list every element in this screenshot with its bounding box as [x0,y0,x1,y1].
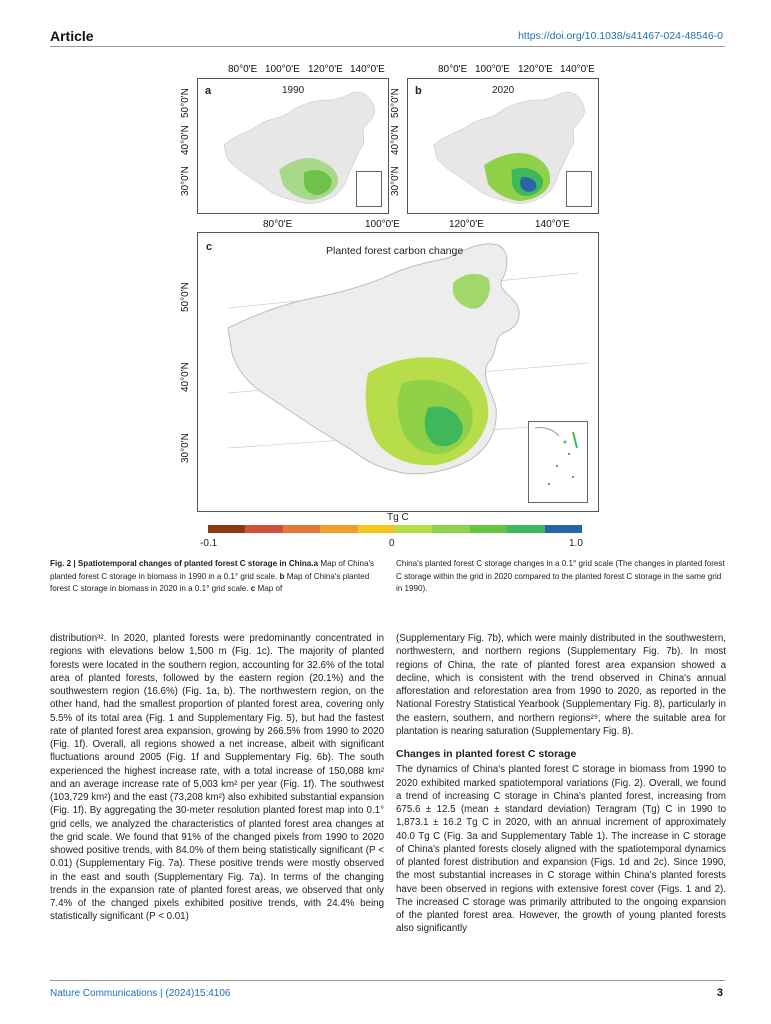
caption-lead: Fig. 2 | Spatiotemporal changes of planted forest C storage in China. [50,559,314,568]
panel-b-top-tick-80: 80°0'E [438,64,468,75]
colorbar-mid-label: 0 [389,538,395,549]
panel-b-map [407,78,599,214]
footer-journal[interactable]: Nature Communications | (2024)15:4106 [50,988,231,999]
caption-c-text: Map of [255,584,283,593]
panel-b-left-tick-40: 40°0'N [390,125,401,155]
panel-a-top-tick-140: 140°0'E [350,64,385,75]
panel-b-left-tick-30: 30°0'N [390,166,401,196]
panel-a-inset [356,171,382,207]
colorbar-segment-5 [395,525,432,533]
panel-c-top-tick-100: 100°0'E [365,219,400,230]
panel-c-left-tick-30: 30°0'N [180,433,191,463]
panel-a-letter: a [205,85,212,97]
panel-a-left-tick-40: 40°0'N [180,125,191,155]
panel-c-title: Planted forest carbon change [326,245,464,257]
colorbar-min-label: -0.1 [200,538,218,549]
section-heading: Changes in planted forest C storage [396,748,577,760]
panel-b-top-tick-140: 140°0'E [560,64,595,75]
panel-c-left-tick-40: 40°0'N [180,362,191,392]
colorbar-unit-label: Tg C [387,512,409,523]
doi-link[interactable]: https://doi.org/10.1038/s41467-024-48546-0 [518,30,723,42]
panel-c-top-tick-80: 80°0'E [263,219,293,230]
panel-a-map [197,78,389,214]
panel-c-letter: c [206,241,213,253]
colorbar-segment-8 [507,525,544,533]
panel-a-year: 1990 [282,85,305,96]
caption-a-letter: a [313,559,319,568]
panel-c-top-tick-120: 120°0'E [449,219,484,230]
colorbar-segment-7 [470,525,507,533]
figure-caption-right: China's planted forest C storage changes in a 0.1° grid scale (The changes in planted forest C storage within the grid in 2020 compared to the planted forest C storage in the same grid in 1990). [396,559,725,593]
colorbar-max-label: 1.0 [569,538,583,549]
header-rule [50,46,725,47]
panel-b-inset [566,171,592,207]
body-right-paragraph-1: (Supplementary Fig. 7b), which were mainly distributed in the southwestern, northwestern, and northern regions (Supplementary Fig. 7b). In most regions of China, the rate of planted forest area expansion showed a decline, which is consistent with the trend observed in China's annual afforestation and reforestation area from 1990 to 2020, as reported in the National Forestry Statistical Yearbook (Supplementary Fig. 8), particularly in the eastern, southern, and northern regions²⁹, where the suitable area for plantation is nearing saturation (Supplementary Fig. 8). [396,633,726,737]
figure-caption-left [50,558,385,596]
panel-a-top-tick-100: 100°0'E [265,64,300,75]
footer-rule [50,980,725,981]
panel-c-map [197,232,599,512]
colorbar-segment-3 [320,525,357,533]
body-left-column [50,632,384,924]
panel-b-left-tick-50: 50°0'N [390,88,401,118]
body-left-paragraph: distribution³². In 2020, planted forests were predominantly concentrated in regions with elevations below 1,500 m (Fig. 1c). The majority of planted forests were located in the southern region, accounting for 32.6% of the total area of planted forests, followed by the eastern region (20.1%) and the southwestern region (16.6%) (Fig. 1a, b). The northwestern region, on the other hand, had the smallest proportion of planted forest area, covering only 5.5% of its total area (Fig. 1 and Supplementary Fig. 5), but had the fastest rate of planted forest area expansion, growing by 266.5% from 1990 to 2020 (Fig. 1f). Overall, all regions showed a net increase, albeit with significant fluctuations around 2005 (Fig. 1f and Supplementary Fig. 6b). The south experienced the highest increase rate, with a total increase of 150,088 km² and an average increase rate of 5,003 km² per year (Fig. 1f). The southwest (103,729 km²) and the east (73,208 km²) also exhibited substantial expansion (Fig. 1f). By aggregating the 30-meter resolution planted forest map into 0.1° grid cells, we analyzed the characteristics of planted forest area changes at the grid scale. We found that 91% of the changed pixels from 1990 to 2020 showed positive trends, with 84.0% of them being statistically significant (P < 0.01) (Supplementary Fig. 7a). These positive trends were mostly observed in the east and south (Supplementary Fig. 7a). In terms of the changing trends in the expansion rate of planted forest areas, we observed that only 7.4% of the changed pixels exhibited positive trends, with 24.4% being statistically significant (P < 0.01) [50,633,384,923]
body-right-column [396,632,726,936]
colorbar-segment-4 [358,525,395,533]
panel-c-inset [528,421,588,503]
caption-b-letter: b [279,571,285,581]
colorbar-segment-2 [283,525,320,533]
body-right-paragraph-2: The dynamics of China's planted forest C storage in biomass from 1990 to 2020 exhibited marked spatiotemporal variations (Fig. 2). Overall, we found a trend of increasing C storage in China's planted forest, increasing from 675.6 ± 12.5 (mean ± standard deviation) Teragram (Tg) C in 1990 to 1,873.1 ± 16.2 Tg C in 2020, with an annual increment of approximately 40.0 Tg C (Fig. 3a and Supplementary Table 1). The increase in C storage of China's planted forests closely aligned with the spatiotemporal dynamics of planted forest distribution and expansion (Figs. 1d and 2c). Since 1990, the most substantial increases in C storage within China's planted forests have been observed in regions with extensive forest cover (Figs. 1 and 2). The increased C storage was primarily attributed to the ongoing expansion of the planted forest area. However, the growth of young planted forests also significantly [396,764,726,935]
colorbar-segment-1 [245,525,282,533]
panel-a-top-tick-120: 120°0'E [308,64,343,75]
section-label: Article [50,28,94,44]
caption-a-text: Map of China's planted forest C storage in biomass in 1990 in a 0.1° grid scale. [50,559,375,581]
colorbar-segment-0 [208,525,245,533]
panel-a-left-tick-30: 30°0'N [180,166,191,196]
panel-c-top-tick-140: 140°0'E [535,219,570,230]
panel-c-left-tick-50: 50°0'N [180,282,191,312]
colorbar [208,525,582,533]
panel-b-letter: b [415,85,422,97]
inset-south-china-sea-icon [529,422,587,502]
caption-c-letter: c [250,584,256,593]
colorbar-segment-6 [432,525,469,533]
colorbar-segment-9 [545,525,582,533]
panel-a-top-tick-80: 80°0'E [228,64,258,75]
panel-b-top-tick-120: 120°0'E [518,64,553,75]
panel-b-year: 2020 [492,85,515,96]
page-number: 3 [716,987,723,999]
caption-b-text: Map of China's planted forest C storage in biomass in 2020 in a 0.1° grid scale. [50,571,370,593]
panel-a-left-tick-50: 50°0'N [180,88,191,118]
panel-b-top-tick-100: 100°0'E [475,64,510,75]
